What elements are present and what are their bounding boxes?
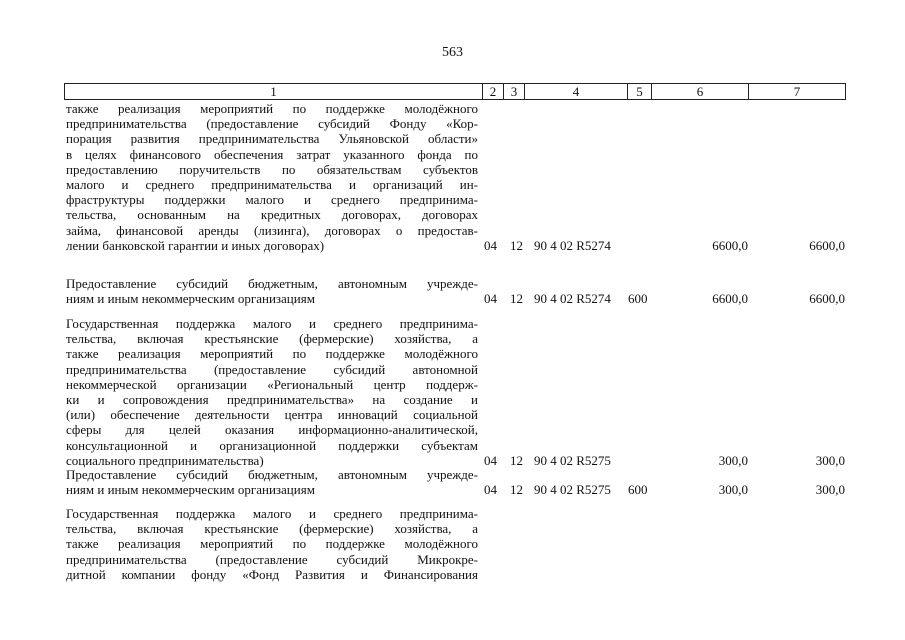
description-line: также реализация мероприятий по поддержке молодёжного <box>66 101 478 116</box>
description-line: малого и среднего предпринимательства и организаций ин- <box>66 177 478 193</box>
page-number: 563 <box>442 45 463 60</box>
cell-c2: 04 <box>484 237 497 253</box>
column-header-5: 5 <box>628 84 652 99</box>
description-line: предпринимательства (предоставление субсидий Микрокре- <box>66 551 478 567</box>
cell-c3: 12 <box>510 237 523 253</box>
cell-c4: 90 4 02 R5275 <box>534 452 611 468</box>
description-line: займа, финансовой аренды (лизинга), договорах о предостав- <box>66 222 478 238</box>
row-description <box>66 506 478 582</box>
description-line: консультационной и организационной поддержки субъектам <box>66 437 478 453</box>
description-line: ниям и иным некоммерческим организациям <box>66 291 315 307</box>
cell-c6: 300,0 <box>718 482 748 498</box>
cell-c2: 04 <box>484 482 497 498</box>
description-line: Государственная поддержка малого и среднего предпринима- <box>66 506 478 521</box>
description-line: предпринимательства (предоставление субсидий автономной <box>66 361 478 377</box>
description-line: предпринимательства (предоставление субсидий Фонду «Кор- <box>66 116 478 132</box>
cell-c5: 600 <box>628 482 648 498</box>
cell-c7: 6600,0 <box>809 237 845 253</box>
column-header-2: 2 <box>483 84 504 99</box>
description-line: тельства, включая крестьянские (фермерские) хозяйства, а <box>66 521 478 537</box>
cell-c6: 6600,0 <box>712 291 748 307</box>
description-line: Государственная поддержка малого и среднего предпринима- <box>66 316 478 331</box>
description-line: Предоставление субсидий бюджетным, автономным учрежде- <box>66 276 478 291</box>
description-line: социального предпринимательства) <box>66 452 264 468</box>
cell-c7: 300,0 <box>815 482 845 498</box>
description-line: тельства, включая крестьянские (фермерские) хозяйства, а <box>66 331 478 347</box>
cell-c2: 04 <box>484 291 497 307</box>
cell-c5: 600 <box>628 291 648 307</box>
cell-c7: 300,0 <box>815 452 845 468</box>
cell-c6: 300,0 <box>718 452 748 468</box>
description-line: порация развития предпринимательства Ульяновской области» <box>66 131 478 147</box>
description-line: фраструктуры поддержки малого и среднего предпринима- <box>66 192 478 208</box>
column-header-6: 6 <box>652 84 749 99</box>
description-line: ниям и иным некоммерческим организациям <box>66 482 315 498</box>
description-line: лении банковской гарантии и иных договорах) <box>66 237 325 253</box>
cell-c4: 90 4 02 R5274 <box>534 291 611 307</box>
description-line: сферы для целей оказания информационно-аналитической, <box>66 422 478 438</box>
cell-c4: 90 4 02 R5275 <box>534 482 611 498</box>
description-line: также реализация мероприятий по поддержке молодёжного <box>66 536 478 552</box>
cell-c2: 04 <box>484 452 497 468</box>
column-header-4: 4 <box>525 84 628 99</box>
column-header-3: 3 <box>504 84 525 99</box>
column-header-7: 7 <box>793 84 801 99</box>
cell-c4: 90 4 02 R5274 <box>534 237 611 253</box>
description-line: дитной компании фонду «Фонд Развития и Финансирования <box>66 566 478 582</box>
description-line: некоммерческой организации «Региональный центр поддерж- <box>66 376 478 392</box>
cell-c6: 6600,0 <box>712 237 748 253</box>
cell-c7: 6600,0 <box>809 291 845 307</box>
description-line: в целях финансового обеспечения затрат указанного фонда по <box>66 146 478 162</box>
description-line: предоставлению поручительств по обязательствам субъектов <box>66 161 478 177</box>
cell-c3: 12 <box>510 291 523 307</box>
table-header <box>64 83 846 100</box>
cell-c3: 12 <box>510 452 523 468</box>
description-line: тельства, основанным на кредитных договорах, договорах <box>66 207 478 223</box>
description-line: ки и сопровождения предпринимательства» на создание и <box>66 392 478 408</box>
description-line: Предоставление субсидий бюджетным, автономным учрежде- <box>66 467 478 482</box>
row-description <box>66 467 478 497</box>
description-line: (или) обеспечение деятельности центра инноваций социальной <box>66 407 478 423</box>
row-description <box>66 316 478 468</box>
row-description <box>66 101 478 253</box>
column-header-1: 1 <box>65 84 483 99</box>
row-description <box>66 276 478 306</box>
description-line: также реализация мероприятий по поддержке молодёжного <box>66 346 478 362</box>
cell-c3: 12 <box>510 482 523 498</box>
